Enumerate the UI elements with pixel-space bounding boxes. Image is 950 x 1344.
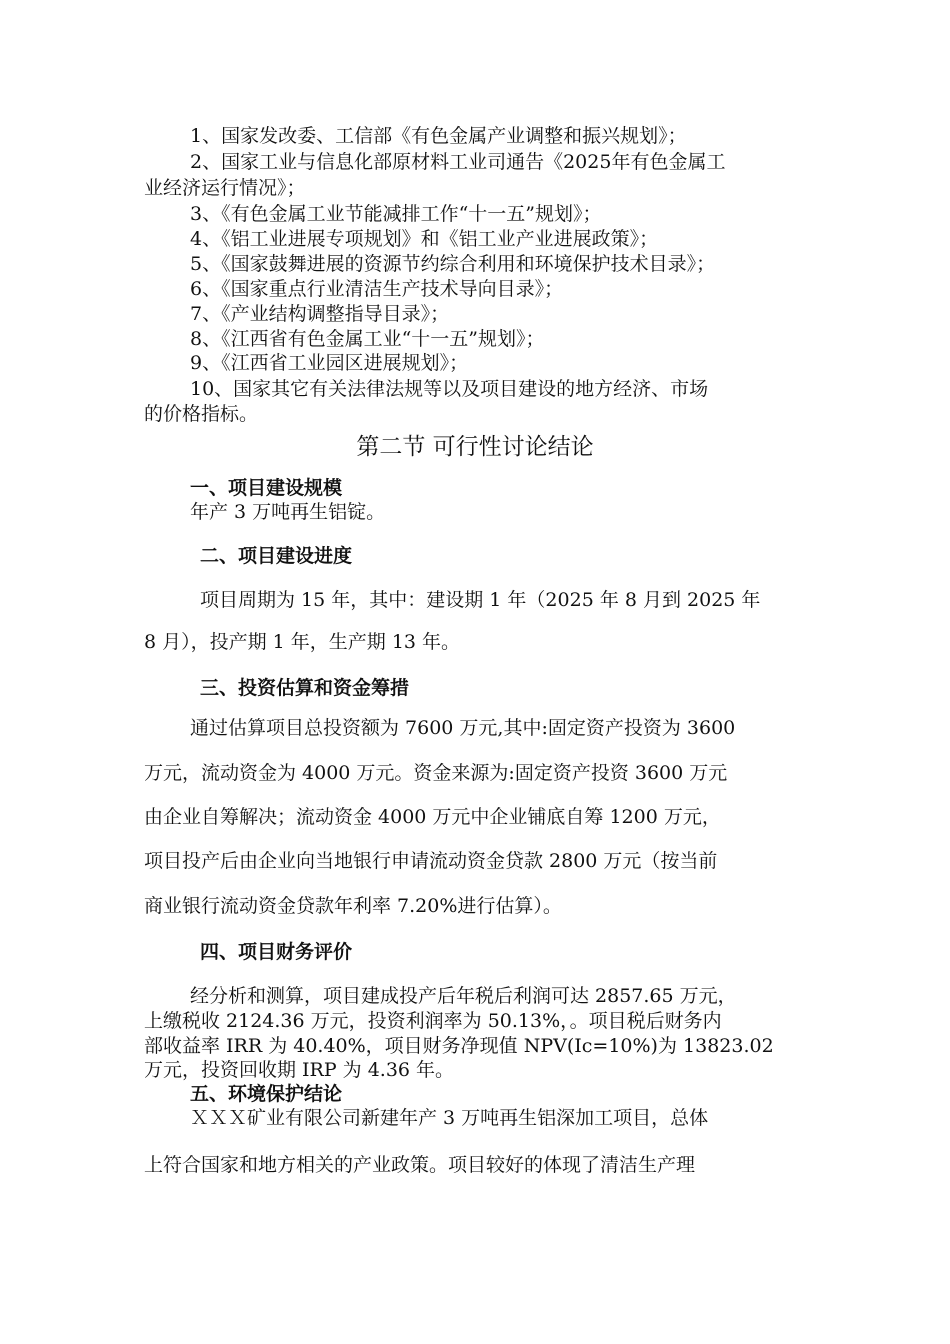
heading-financial-evaluation: 四、项目财务评价	[200, 941, 353, 963]
reference-item: 3、《有色金属工业节能减排工作“十一五”规划》；	[190, 203, 602, 225]
environment-line: 上符合国家和地方相关的产业政策。项目较好的体现了清洁生产理	[144, 1154, 696, 1176]
heading-construction-schedule: 二、项目建设进度	[200, 545, 353, 567]
reference-item: 4、《铝工业进展专项规划》和《铝工业产业进展政策》；	[190, 228, 659, 250]
financial-line: 万元，投资回收期 IRP 为 4.36 年。	[144, 1059, 455, 1081]
reference-item-continuation: 业经济运行情况》；	[144, 177, 306, 199]
investment-line: 商业银行流动资金贷款年利率 7.20%进行估算）。	[144, 895, 562, 917]
investment-line: 通过估算项目总投资额为 7600 万元,其中:固定资产投资为 3600	[190, 717, 736, 739]
reference-item: 2、国家工业与信息化部原材料工业司通告《2025年有色金属工	[190, 151, 726, 173]
investment-line: 万元，流动资金为 4000 万元。资金来源为:固定资产投资 3600 万元	[144, 762, 728, 784]
reference-item: 7、《产业结构调整指导目录》；	[190, 303, 450, 325]
schedule-line: 8 月），投产期 1 年，生产期 13 年。	[144, 631, 461, 653]
reference-item: 10、国家其它有关法律法规等以及项目建设的地方经济、市场	[190, 378, 709, 400]
reference-item: 5、《国家鼓舞进展的资源节约综合利用和环境保护技术目录》；	[190, 253, 716, 275]
investment-line: 由企业自筹解决；流动资金 4000 万元中企业铺底自筹 1200 万元，	[144, 806, 721, 828]
reference-item: 1、国家发改委、工信部《有色金属产业调整和振兴规划》；	[190, 125, 687, 147]
heading-environmental-protection: 五、环境保护结论	[190, 1083, 343, 1105]
reference-item: 6、《国家重点行业清洁生产技术导向目录》；	[190, 278, 564, 300]
reference-item: 9、《江西省工业园区进展规划》；	[190, 352, 469, 374]
financial-line: 上缴税收 2124.36 万元，投资利润率为 50.13%，。项目税后财务内	[144, 1010, 722, 1032]
section-title: 第二节 可行性讨论结论	[356, 434, 594, 460]
heading-construction-scale: 一、项目建设规模	[190, 477, 343, 499]
investment-line: 项目投产后由企业向当地银行申请流动资金贷款 2800 万元（按当前	[144, 850, 718, 872]
schedule-line: 项目周期为 15 年，其中：建设期 1 年（2025 年 8 月到 2025 年	[200, 589, 761, 611]
financial-line: 经分析和测算，项目建成投产后年税后利润可达 2857.65 万元，	[190, 985, 737, 1007]
heading-investment: 三、投资估算和资金筹措	[200, 677, 410, 699]
reference-item: 8、《江西省有色金属工业“十一五”规划》；	[190, 328, 545, 350]
reference-item-continuation: 的价格指标。	[144, 403, 259, 425]
financial-line: 部收益率 IRR 为 40.40%，项目财务净现值 NPV(Ic=10%)为 13823.02	[144, 1035, 774, 1057]
environment-line: ＸＸＸ矿业有限公司新建年产 3 万吨再生铝深加工项目，总体	[190, 1107, 709, 1129]
construction-scale-text: 年产 3 万吨再生铝锭。	[190, 501, 386, 523]
